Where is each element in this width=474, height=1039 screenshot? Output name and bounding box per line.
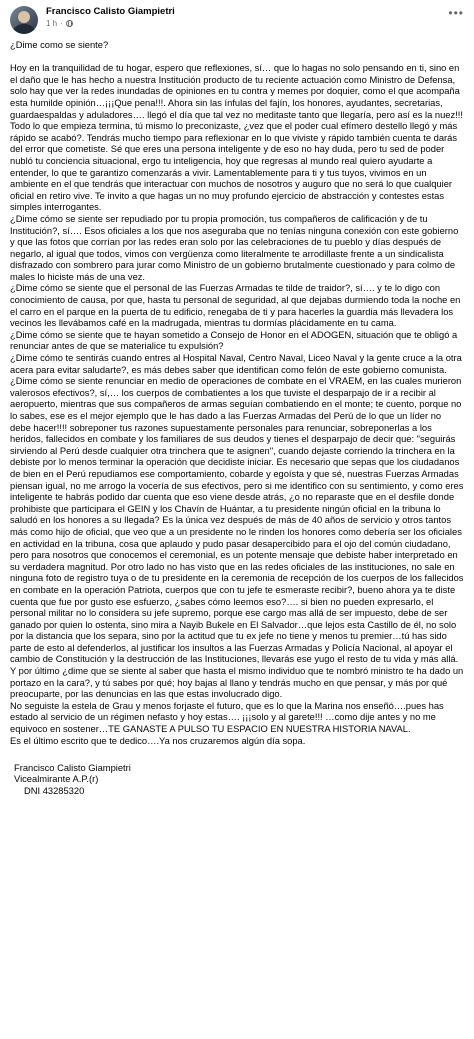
signature-name: Francisco Calisto Giampietri (14, 762, 131, 773)
globe-icon (66, 20, 73, 27)
post-paragraph: No seguiste la estela de Grau y menos forjaste el futuro, que es lo que la Marina nos enseñó….pues has estado al servicio de un régimen nefasto y hoy estas…. ¡¡¡solo y al garete!!! …como dije antes y no me equivoco en sostener…TE GANASTE A PULSO TU ESPACIO EN NUESTRA HISTORIA NAVAL. (10, 700, 444, 735)
more-options-icon[interactable]: ••• (448, 6, 464, 20)
author-avatar[interactable] (10, 6, 38, 34)
post-paragraph: Y por último ¿dime que se siente al saber que hasta el mismo individuo que te nombró ministro te ha dado un portazo en la cara?, y tú sabes por qué; hoy bajas al llano y tendrás mucho en que pensar, y más por qué preocuparte, por las denuncias en las que estas involucrado digo. (10, 666, 464, 700)
post-header (10, 6, 464, 36)
signature-block (10, 763, 464, 798)
post-paragraph: ¿Dime cómo te sentirás cuando entres al Hospital Naval, Centro Naval, Liceo Naval y la gente cruce a la otra acera para evitar saludarte?, es más debes saber que identifican como felón de este gobierno comunista. (10, 353, 462, 375)
post-time-row (46, 18, 175, 29)
post-paragraph: ¿Dime cómo se siente que te hayan sometido a Consejo de Honor en el ADOGEN, situación que te obligó a renunciar antes de que se materialice tu expulsión? (10, 329, 458, 352)
post-paragraph: ¿Dime cómo se siente que el personal de las Fuerzas Armadas te tilde de traidor?, sí…. y te lo digo con conocimiento de causa, por que, hasta tu personal de seguridad, al que dejabas durmiendo toda la noche en el carro en el parque en la puerta de tu edificio, renegaba de ti y para hacerles la guardia más llevadera los vecinos les llevábamos café en la madrugada, mientras tu dormías plácidamente en tu cama. (10, 283, 461, 329)
post-body (10, 40, 464, 759)
paragraph-gap (10, 747, 464, 759)
signature-rank: Vicealmirante A.P.(r) (14, 774, 99, 785)
post-timestamp[interactable]: 1 h (46, 19, 58, 28)
post-meta (46, 6, 175, 29)
paragraph-gap (10, 52, 464, 64)
post-paragraph: Hoy en la tranquilidad de tu hogar, espero que reflexiones, sí… que lo hagas no solo pensando en ti, sino en el daño que le has hecho a nuestra Institución producto de tu reciente actuación como Ministro de Defensa, solo hay que ver la redes inundadas de opiniones en tu contra y memes por doquier, como el que acompaña esta humilde opinión…¡¡¡Que pena!!!. Ahora sin las ínfulas del fajín, los honores, ayudantes, secretarias, guardaespaldas y aduladores…. llegó el día que tal vez no meditaste tanto que llegaría, pero así es la nuez!!! Todo lo que empieza termina, tú mismo lo preconizaste, ¿vez que el poder cual efímero destello llegó y más rápido se acabó?. Tendrás mucho tiempo para reflexionar en lo que viviste y rápido también cuenta te darás del error que cometiste. Sé que eres una persona inteligente y de eso no hay duda, pero tu sed de poder nubló tu conciencia situacional, ergo tu inteligencia, hoy que regresas al mundo real quiero ayudarte a entender, lo que te garantizo comenzarás a vivir. Lamentablemente para ti y tus tuyos, vivimos en un ambiente en el que tendrás que interactuar con muchos de nosotros y auguro que no será lo que cualquier oficial en retiro vive. Te invito a que hagas un no muy profundo ejercicio de abstracción y contestes estas simples interrogantes. (10, 63, 463, 213)
post-paragraph: ¿Dime como se siente? (10, 40, 109, 50)
post-paragraph: ¿Dime cómo se siente renunciar en medio de operaciones de combate en el VRAEM, en las cuales murieron valerosos efectivos?, sí,… los cuerpos de combatientes a los que tuviste el desparpajo de ir a recibir al aeropuerto, mientras que sus compañeros de armas seguían combatiendo en el monte; te cuento, porque no lo sabes, ese es el mejor ejemplo que le has dado a las Fuerzas Armadas del Perú de lo que un líder no debe hacer!!!! sobreponer tus razones supuestamente personales para renunciar, sobreponerlas a los heridos, fallecidos en combate y los familiares de sus deudos y tienes el desparpajo de decir que: "seguirás sirviendo al Perú desde cualquier otra trinchera que te asignen", cuando dejaste corriendo la trinchera en la debiste por lo menos terminar la operación que decidiste iniciar. Es necesario que sepas que los ciudadanos de bien en el Perú repudiamos ese comportamiento, cobarde y egoísta y que sé, nuestras Fuerzas Armadas piensan igual, no me arrogo la vocería de sus efectivos, pero si me identifico con su sentimiento, y como eres inteligente te habrás podido dar cuenta que eso viene desde atrás, ¿o no reparaste que en el desfile donde prohibiste que participara el GEIN y los Chavín de Huántar, a tu presidente ningún oficial en la tribuna lo saludó en los honores a su llegada? Es la única vez después de más de 40 años de servicio y otros tantos más como hijo de oficial, que veo que a un presidente no le rinden los honores como debería ser los oficiales en actividad en la tribuna, cosa que aplaudo y pudo pasar desapercibido para el ojo del común ciudadano, pero para nosotros que conocemos el ceremonial, es un potente mensaje que debiste haber interpretado en su verdadera magnitud. Por otro lado no has visto que en las redes oficiales de las instituciones, no sale en ninguna foto de registro tuya o de tu presidente en la ceremonia de recepción de los cuerpos de los fallecidos en combate en la operación Patriota, cuerpos que con tu jefe te esmeraste recibir?, bueno ahora ya te diste cuenta que fue por gusto ese esfuerzo, ¿sabes cómo leemos eso?…. si bien no pueden expresarlo, el personal militar no lo considera su jefe supremo, porque ese cargo mas allá de ser impuesto, debe de ser ganado por quien lo ostenta, sino mira a Nayib Bukele en El Salvador…que lejos esta Castillo de él, no solo por la distancia que los separa, sino por la actitud que tu ex jefe no tiene y menos tu premier…tú has sido parte de esto al defenderlos, al justificar los insultos a las Fuerzas Armadas y Policía Nacional, al apoyar el cambio de Constitución y la destrucción de las Instituciones, llevarás ese yugo el resto de tu vida y más allá. (10, 376, 464, 665)
separator-dot: · (60, 19, 63, 28)
author-name[interactable]: Francisco Calisto Giampietri (46, 6, 175, 17)
post-paragraph: Es el último escrito que te dedico….Ya nos cruzaremos algún día sopa. (10, 735, 306, 746)
post-paragraph: ¿Dime cómo se siente ser repudiado por tu propia promoción, tus compañeros de calificación y de tu Institución?, sí…. Esos oficiales a los que nos aseguraba que no tenías ninguna conexión con este gobierno y que las fotos que corrían por las redes eran solo por las celebraciones de tu pueblo y días después de negarlo, al igual que todos, vimos con vergüenza como literalmente te arrodillaste frente a un sindicalista disfrazado con sombrero para jurar como Ministro de un gobierno brutalmente cuestionado y para colmo de males lo hiciste más de una vez. (10, 213, 459, 282)
signature-dni: DNI 43285320 (24, 786, 85, 796)
